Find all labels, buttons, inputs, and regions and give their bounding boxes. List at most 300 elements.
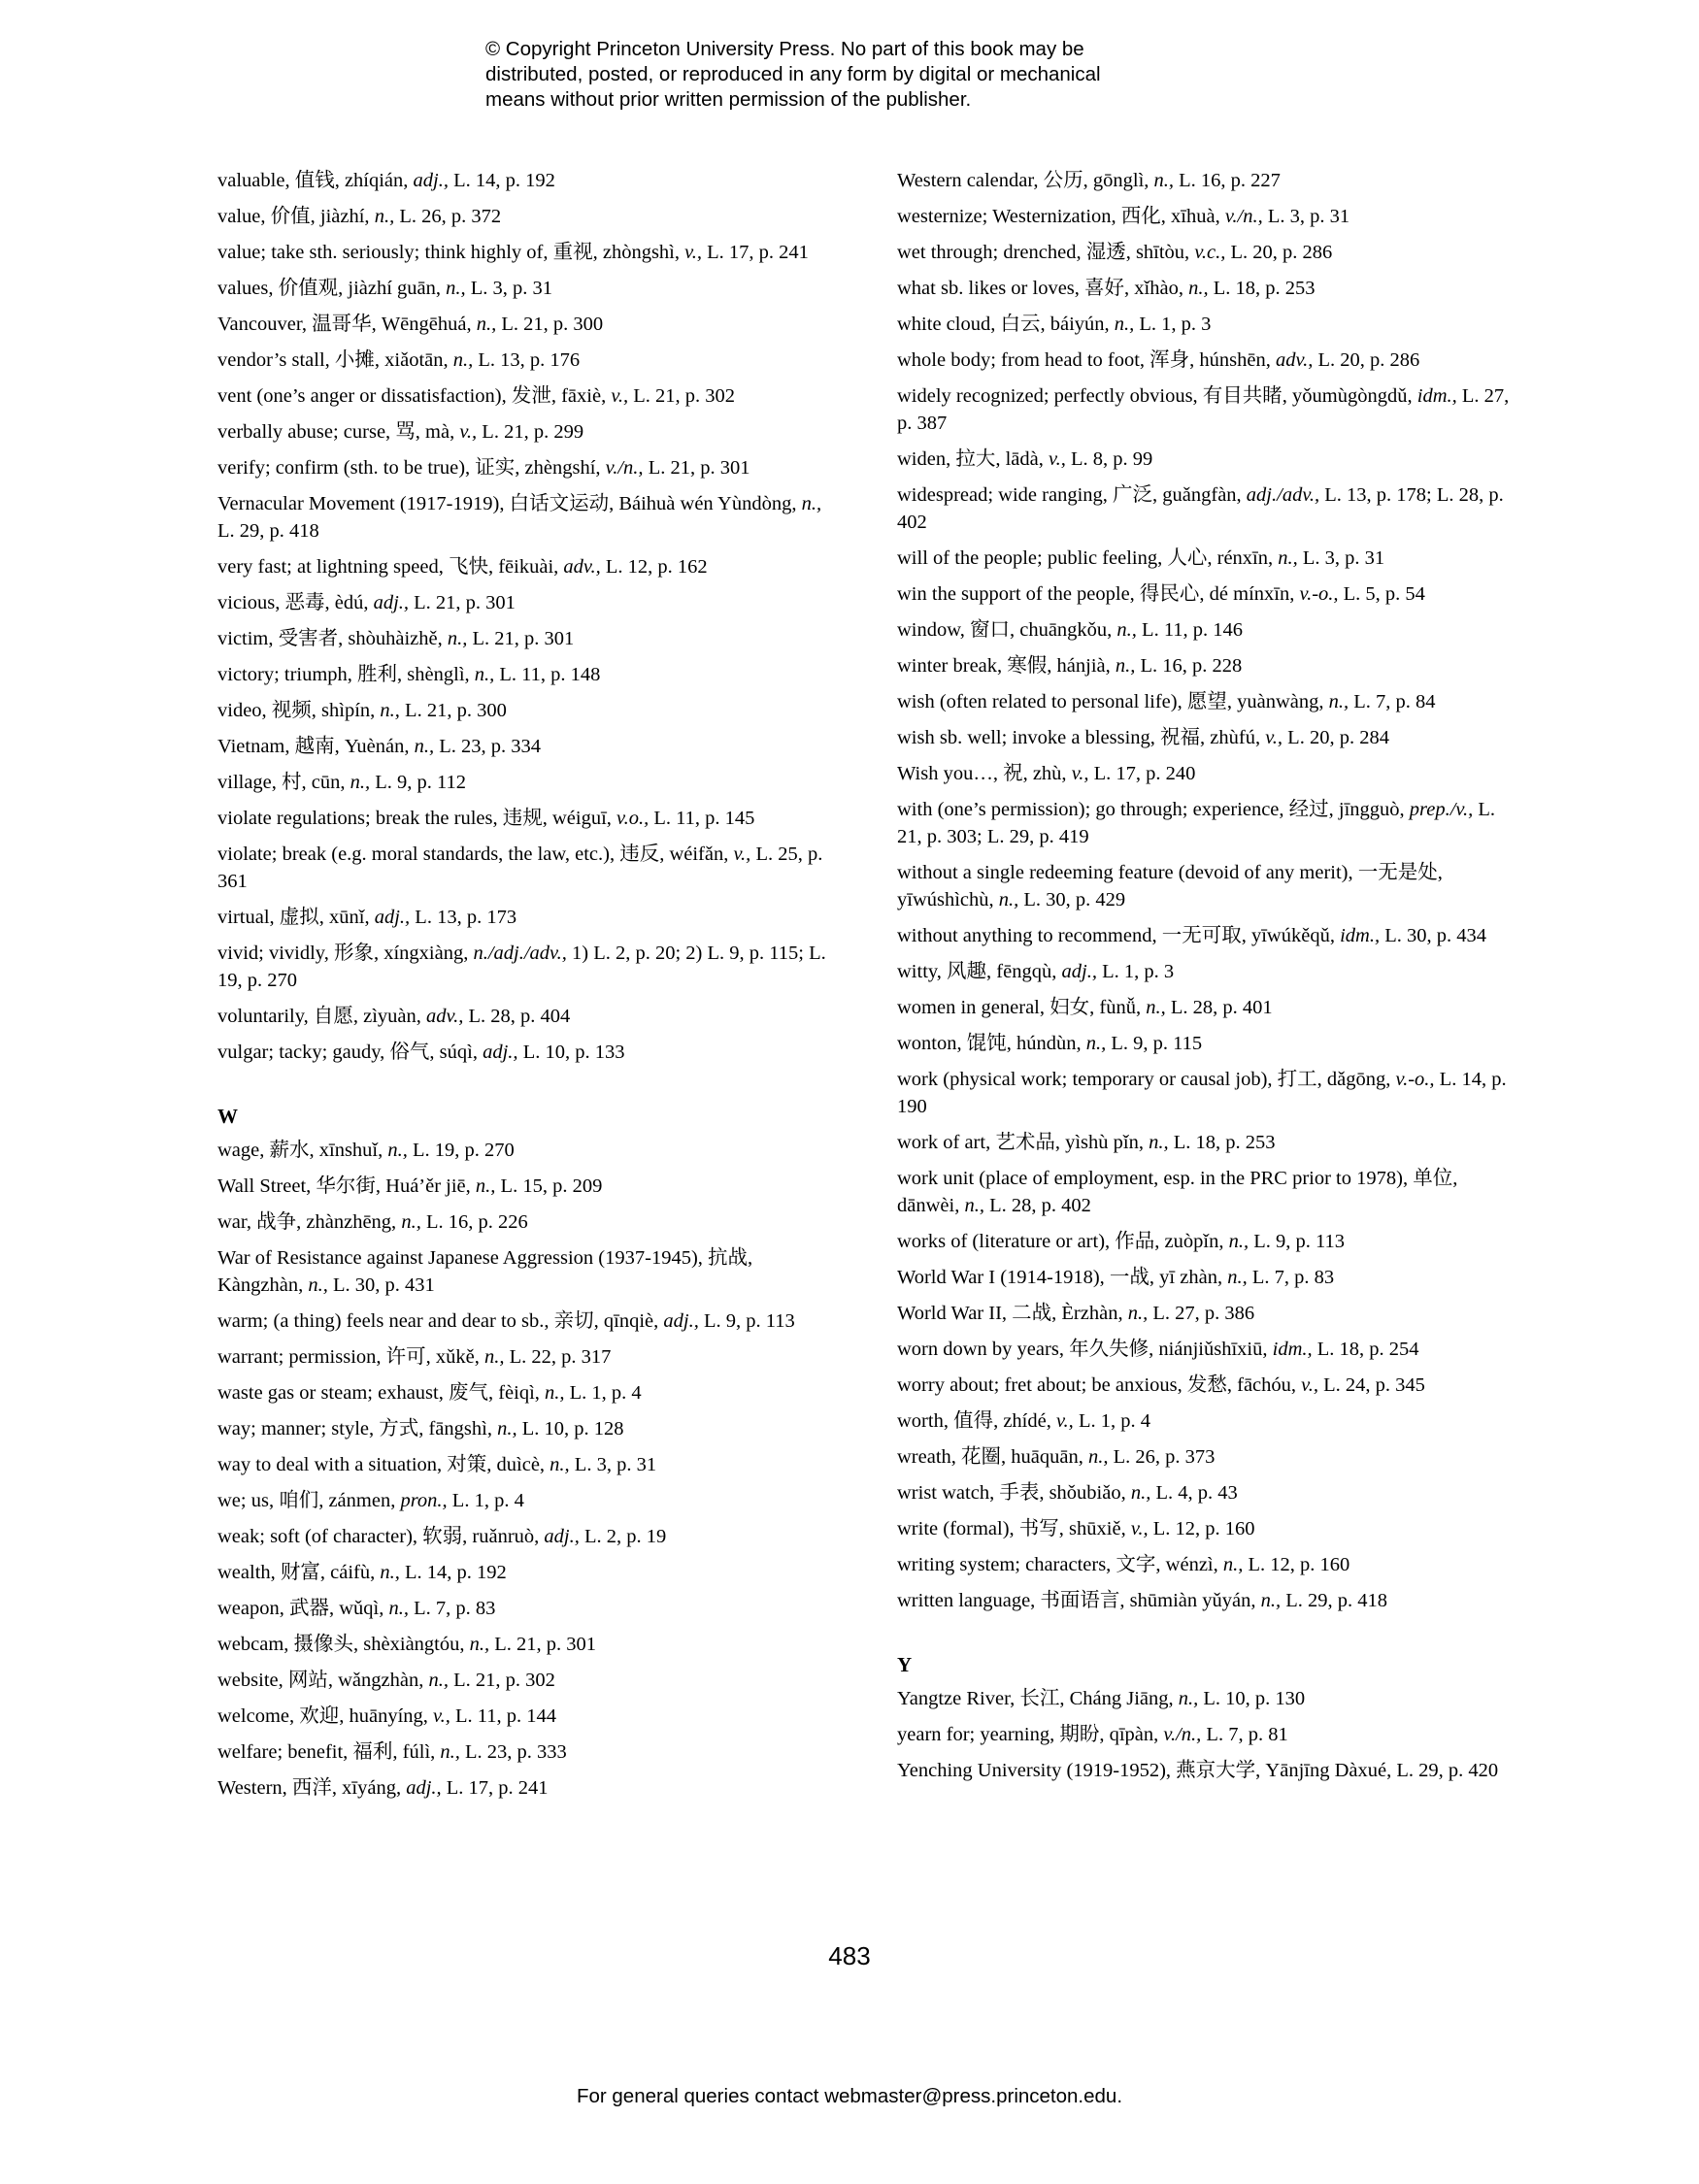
entry-part-of-speech: n., — [1178, 1688, 1199, 1709]
entry-part-of-speech: adj., — [413, 170, 449, 191]
glossary-entry — [897, 446, 1518, 473]
entry-term: Western calendar, 公历, gōnglì, — [897, 170, 1154, 191]
entry-term: way to deal with a situation, 对策, duìcè, — [217, 1454, 550, 1475]
glossary-entry — [897, 1066, 1518, 1120]
glossary-entry — [217, 1774, 839, 1802]
entry-reference: L. 3, p. 31 — [465, 278, 553, 299]
glossary-entry — [217, 841, 839, 895]
copyright-line: distributed, posted, or reproduced in any form by digital or mechanical — [485, 63, 1101, 85]
glossary-entry — [217, 167, 839, 194]
entry-part-of-speech: n., — [1228, 1231, 1249, 1252]
entry-part-of-speech: n., — [308, 1274, 328, 1296]
entry-reference: L. 1, p. 3 — [1096, 961, 1175, 982]
entry-term: War of Resistance against Japanese Aggression (1937-1945), 抗战, Kàngzhàn, — [217, 1247, 753, 1296]
glossary-column-right — [897, 167, 1518, 1793]
glossary-entry — [217, 589, 839, 616]
entry-term: vulgar; tacky; gaudy, 俗气, súqì, — [217, 1042, 483, 1063]
entry-part-of-speech: n., — [388, 1598, 410, 1619]
entry-reference: L. 9, p. 115 — [1106, 1033, 1203, 1054]
entry-part-of-speech: v., — [1301, 1374, 1318, 1396]
glossary-entry — [217, 454, 839, 481]
entry-reference: L. 1, p. 4 — [1073, 1410, 1150, 1432]
entry-term: without a single redeeming feature (devoid of any merit), 一无是处, yīwúshìchù, — [897, 862, 1443, 910]
entry-reference: L. 16, p. 227 — [1174, 170, 1281, 191]
entry-term: voluntarily, 自愿, zìyuàn, — [217, 1006, 427, 1027]
glossary-entry — [897, 1443, 1518, 1471]
entry-part-of-speech: v., — [1049, 448, 1066, 470]
entry-part-of-speech: v.-o., — [1395, 1069, 1435, 1090]
glossary-entry — [217, 661, 839, 688]
entry-part-of-speech: v., — [1071, 763, 1089, 784]
entry-part-of-speech: n., — [1130, 1482, 1151, 1504]
glossary-entry — [217, 1523, 839, 1550]
entry-reference: L. 23, p. 333 — [459, 1741, 567, 1763]
entry-part-of-speech: v./n., — [1224, 206, 1263, 227]
entry-reference: L. 21, p. 299 — [477, 421, 584, 443]
glossary-entry — [217, 1244, 839, 1299]
entry-term: Wish you…, 祝, zhù, — [897, 763, 1072, 784]
entry-reference: L. 28, p. 401 — [1165, 997, 1273, 1018]
glossary-entry — [897, 275, 1518, 302]
entry-reference: L. 12, p. 160 — [1243, 1554, 1350, 1575]
entry-term: Western, 西洋, xīyáng, — [217, 1777, 407, 1799]
entry-reference: L. 14, p. 192 — [448, 170, 555, 191]
entry-term: vicious, 恶毒, èdú, — [217, 592, 374, 613]
glossary-entry — [217, 1039, 839, 1066]
entry-part-of-speech: n., — [440, 1741, 460, 1763]
entry-reference: L. 30, p. 431 — [327, 1274, 435, 1296]
entry-reference: L. 21, p. 301 — [643, 457, 750, 479]
glossary-entry — [897, 1336, 1518, 1363]
entry-part-of-speech: n., — [401, 1211, 421, 1233]
glossary-entry — [217, 1738, 839, 1766]
entry-term: vent (one’s anger or dissatisfaction), 发泄, fāxiè, — [217, 385, 612, 407]
entry-term: win the support of the people, 得民心, dé mínxīn, — [897, 583, 1300, 605]
glossary-entry — [897, 760, 1518, 787]
entry-part-of-speech: adj./adv., — [1246, 484, 1320, 506]
entry-reference: L. 1, p. 4 — [447, 1490, 524, 1511]
glossary-entry — [897, 724, 1518, 751]
glossary-entry — [217, 769, 839, 796]
entry-part-of-speech: n., — [446, 278, 466, 299]
entry-reference: L. 11, p. 148 — [494, 664, 601, 685]
entry-reference: L. 9, p. 113 — [698, 1310, 795, 1332]
entry-term: window, 窗口, chuāngkǒu, — [897, 619, 1117, 641]
entry-reference: L. 30, p. 434 — [1380, 925, 1486, 946]
copyright-line: means without prior written permission of the publisher. — [485, 88, 972, 111]
entry-part-of-speech: n., — [545, 1382, 565, 1404]
glossary-entry — [897, 239, 1518, 266]
entry-part-of-speech: n., — [476, 314, 497, 335]
copyright-notice — [485, 37, 1223, 113]
glossary-entry — [897, 382, 1518, 437]
glossary-entry — [217, 347, 839, 374]
entry-term: write (formal), 书写, shūxiě, — [897, 1518, 1131, 1539]
entry-term: wreath, 花圈, huāquān, — [897, 1446, 1088, 1468]
entry-part-of-speech: n., — [1227, 1267, 1248, 1288]
entry-term: Vancouver, 温哥华, Wēngēhuá, — [217, 314, 477, 335]
entry-term: values, 价值观, jiàzhí guān, — [217, 278, 447, 299]
entry-part-of-speech: adj., — [483, 1042, 518, 1063]
entry-term: value; take sth. seriously; think highly of, 重视, zhòngshì, — [217, 242, 685, 263]
glossary-entry — [897, 796, 1518, 850]
entry-term: wealth, 财富, cáifù, — [217, 1562, 381, 1583]
glossary-entry — [897, 1300, 1518, 1327]
entry-part-of-speech: n., — [1328, 691, 1349, 712]
entry-part-of-speech: n., — [350, 772, 371, 793]
glossary-column-left — [217, 167, 839, 1810]
glossary-entry — [897, 1757, 1518, 1784]
entry-part-of-speech: n., — [1278, 547, 1298, 569]
glossary-entry — [217, 1343, 839, 1371]
entry-part-of-speech: adj., — [373, 592, 410, 613]
entry-term: violate; break (e.g. moral standards, the law, etc.), 违反, wéifǎn, — [217, 844, 734, 865]
page-number: 483 — [828, 1941, 871, 1970]
entry-reference: L. 29, p. 418 — [1281, 1590, 1388, 1611]
glossary-entry — [217, 490, 839, 545]
entry-reference: L. 8, p. 99 — [1065, 448, 1153, 470]
glossary-entry — [897, 922, 1518, 949]
entry-part-of-speech: idm., — [1340, 925, 1381, 946]
entry-part-of-speech: v./n., — [1163, 1724, 1202, 1745]
glossary-entry — [217, 940, 839, 994]
glossary-entry — [217, 311, 839, 338]
entry-term: valuable, 值钱, zhíqián, — [217, 170, 414, 191]
entry-term: video, 视频, shìpín, — [217, 700, 381, 721]
entry-part-of-speech: n., — [380, 700, 400, 721]
glossary-entry — [897, 1407, 1518, 1435]
entry-part-of-speech: v., — [611, 385, 629, 407]
entry-reference: L. 5, p. 54 — [1338, 583, 1425, 605]
entry-part-of-speech: v.-o., — [1299, 583, 1339, 605]
entry-term: World War II, 二战, Èrzhàn, — [897, 1303, 1128, 1324]
entry-part-of-speech: adj., — [663, 1310, 699, 1332]
entry-term: wrist watch, 手表, shǒubiǎo, — [897, 1482, 1131, 1504]
entry-term: verbally abuse; curse, 骂, mà, — [217, 421, 460, 443]
entry-reference: L. 26, p. 372 — [394, 206, 502, 227]
entry-term: Yangtze River, 长江, Cháng Jiāng, — [897, 1688, 1179, 1709]
glossary-entry — [217, 733, 839, 760]
entry-reference: L. 18, p. 253 — [1168, 1132, 1276, 1153]
entry-reference: L. 20, p. 286 — [1225, 242, 1333, 263]
glossary-entry — [217, 382, 839, 410]
entry-part-of-speech: n., — [1153, 170, 1175, 191]
glossary-entry — [217, 805, 839, 832]
entry-part-of-speech: n./adj./adv., — [473, 943, 567, 964]
entry-reference: L. 21, p. 300 — [496, 314, 604, 335]
entry-reference: 1) L. 2, p. 20; 2) L. 9, p. 115; L. 19, p. 270 — [217, 943, 826, 991]
entry-term: Vernacular Movement (1917-1919), 白话文运动, Báihuà wén Yùndòng, — [217, 493, 802, 514]
glossary-entry — [897, 652, 1518, 679]
entry-term: worth, 值得, zhídé, — [897, 1410, 1056, 1432]
entry-term: winter break, 寒假, hánjià, — [897, 655, 1116, 677]
glossary-entry — [217, 1451, 839, 1478]
entry-term: Vietnam, 越南, Yuènán, — [217, 736, 415, 757]
entry-reference: L. 21, p. 302 — [448, 1670, 555, 1691]
glossary-entry — [897, 958, 1518, 985]
entry-reference: L. 3, p. 31 — [1262, 206, 1350, 227]
entry-part-of-speech: v.c., — [1194, 242, 1226, 263]
glossary-entry — [217, 1137, 839, 1164]
entry-term: writing system; characters, 文字, wénzì, — [897, 1554, 1223, 1575]
entry-term: whole body; from head to foot, 浑身, húnshēn, — [897, 349, 1277, 371]
entry-term: vendor’s stall, 小摊, xiǎotān, — [217, 349, 453, 371]
entry-part-of-speech: n., — [387, 1140, 408, 1161]
entry-part-of-speech: v., — [459, 421, 478, 443]
glossary-entry — [217, 1173, 839, 1200]
glossary-entry — [217, 1003, 839, 1030]
entry-part-of-speech: n., — [1114, 314, 1135, 335]
glossary-entry — [897, 545, 1518, 572]
entry-term: webcam, 摄像头, shèxiàngtóu, — [217, 1634, 470, 1655]
glossary-entry — [217, 275, 839, 302]
entry-term: written language, 书面语言, shūmiàn yǔyán, — [897, 1590, 1261, 1611]
entry-term: wish (often related to personal life), 愿望, yuànwàng, — [897, 691, 1329, 712]
glossary-entry — [897, 1228, 1518, 1255]
entry-term: widespread; wide ranging, 广泛, guǎngfàn, — [897, 484, 1247, 506]
entry-reference: L. 17, p. 241 — [441, 1777, 549, 1799]
entry-reference: L. 27, p. 386 — [1148, 1303, 1255, 1324]
glossary-entry — [217, 904, 839, 931]
entry-reference: L. 11, p. 146 — [1136, 619, 1244, 641]
entry-reference: L. 14, p. 192 — [399, 1562, 507, 1583]
entry-reference: L. 27, p. 387 — [897, 385, 1510, 434]
entry-term: witty, 风趣, fēngqù, — [897, 961, 1062, 982]
entry-reference: L. 7, p. 84 — [1349, 691, 1436, 712]
entry-reference: L. 3, p. 31 — [1297, 547, 1385, 569]
entry-reference: L. 29, p. 420 — [1391, 1760, 1499, 1781]
entry-term: work (physical work; temporary or causal job), 打工, dǎgōng, — [897, 1069, 1396, 1090]
entry-term: work unit (place of employment, esp. in the PRC prior to 1978), 单位, dānwèi, — [897, 1168, 1458, 1216]
entry-part-of-speech: adj., — [406, 1777, 442, 1799]
entry-term: vivid; vividly, 形象, xíngxiàng, — [217, 943, 474, 964]
entry-reference: L. 1, p. 4 — [564, 1382, 642, 1404]
entry-part-of-speech: idm., — [1416, 385, 1457, 407]
entry-part-of-speech: adj., — [1061, 961, 1097, 982]
entry-part-of-speech: n., — [497, 1418, 517, 1439]
entry-part-of-speech: n., — [475, 1175, 496, 1197]
entry-reference: L. 26, p. 373 — [1108, 1446, 1216, 1468]
glossary-entry — [897, 1515, 1518, 1542]
entry-term: wage, 薪水, xīnshuǐ, — [217, 1140, 388, 1161]
glossary-entry — [217, 1667, 839, 1694]
glossary-entry — [897, 1479, 1518, 1506]
entry-term: welcome, 欢迎, huānyíng, — [217, 1705, 434, 1727]
entry-part-of-speech: adj., — [544, 1526, 580, 1547]
entry-part-of-speech: pron., — [400, 1490, 448, 1511]
entry-part-of-speech: v.o., — [616, 808, 650, 829]
entry-term: worry about; fret about; be anxious, 发愁, fāchóu, — [897, 1374, 1302, 1396]
entry-part-of-speech: n., — [452, 349, 474, 371]
glossary-entry — [897, 1372, 1518, 1399]
entry-part-of-speech: n., — [1149, 1132, 1169, 1153]
entry-reference: L. 9, p. 113 — [1249, 1231, 1345, 1252]
entry-part-of-speech: n., — [1260, 1590, 1282, 1611]
entry-term: without anything to recommend, 一无可取, yīwúkěqǔ, — [897, 925, 1341, 946]
entry-term: welfare; benefit, 福利, fúlì, — [217, 1741, 441, 1763]
glossary-entry — [897, 616, 1518, 644]
entry-term: waste gas or steam; exhaust, 废气, fèiqì, — [217, 1382, 546, 1404]
glossary-entry — [217, 1631, 839, 1658]
entry-reference: L. 20, p. 286 — [1313, 349, 1420, 371]
entry-part-of-speech: n., — [1146, 997, 1166, 1018]
entry-reference: L. 2, p. 19 — [579, 1526, 667, 1547]
entry-part-of-speech: n., — [469, 1634, 490, 1655]
entry-term: Wall Street, 华尔街, Huá’ěr jiē, — [217, 1175, 476, 1197]
entry-term: wonton, 馄饨, húndùn, — [897, 1033, 1086, 1054]
glossary-entry — [897, 1587, 1518, 1614]
entry-term: World War I (1914-1918), 一战, yī zhàn, — [897, 1267, 1228, 1288]
entry-term: warm; (a thing) feels near and dear to sb., 亲切, qīnqiè, — [217, 1310, 664, 1332]
entry-part-of-speech: n., — [1116, 619, 1137, 641]
entry-term: widen, 拉大, lādà, — [897, 448, 1049, 470]
entry-part-of-speech: n., — [374, 206, 395, 227]
entry-part-of-speech: n., — [964, 1195, 984, 1216]
entry-reference: L. 4, p. 43 — [1150, 1482, 1238, 1504]
glossary-entry — [217, 1307, 839, 1335]
entry-part-of-speech: n., — [474, 664, 495, 685]
glossary-entry — [897, 1721, 1518, 1748]
glossary-entry — [217, 1415, 839, 1442]
entry-reference: L. 17, p. 241 — [701, 242, 809, 263]
entry-part-of-speech: adv., — [426, 1006, 464, 1027]
entry-reference: L. 14, p. 190 — [897, 1069, 1507, 1117]
entry-term: white cloud, 白云, báiyún, — [897, 314, 1115, 335]
entry-term: weapon, 武器, wǔqì, — [217, 1598, 389, 1619]
glossary-entry — [897, 1165, 1518, 1219]
copyright-line: © Copyright Princeton University Press. No part of this book may be — [485, 38, 1084, 60]
entry-reference: L. 28, p. 402 — [983, 1195, 1091, 1216]
entry-reference: L. 10, p. 128 — [516, 1418, 624, 1439]
glossary-entry — [897, 859, 1518, 913]
entry-part-of-speech: v., — [684, 242, 702, 263]
glossary-entry — [217, 1559, 839, 1586]
entry-term: women in general, 妇女, fùnǚ, — [897, 997, 1147, 1018]
entry-term: widely recognized; perfectly obvious, 有目共睹, yǒumùgòngdǔ, — [897, 385, 1417, 407]
entry-part-of-speech: v., — [1055, 1410, 1074, 1432]
glossary-entry — [217, 239, 839, 266]
entry-reference: L. 9, p. 112 — [370, 772, 467, 793]
entry-term: verify; confirm (sth. to be true), 证实, zhèngshí, — [217, 457, 606, 479]
entry-reference: L. 13, p. 176 — [473, 349, 581, 371]
glossary-entry — [897, 1551, 1518, 1578]
entry-reference: L. 18, p. 253 — [1208, 278, 1316, 299]
entry-part-of-speech: v., — [1265, 727, 1283, 748]
entry-reference: L. 22, p. 317 — [504, 1346, 612, 1368]
section-letter: W — [217, 1105, 238, 1128]
glossary-entry — [217, 418, 839, 446]
entry-part-of-speech: n., — [428, 1670, 449, 1691]
entry-reference: L. 16, p. 226 — [420, 1211, 528, 1233]
entry-term: weak; soft (of character), 软弱, ruǎnruò, — [217, 1526, 545, 1547]
entry-reference: L. 19, p. 270 — [407, 1140, 515, 1161]
entry-part-of-speech: v., — [433, 1705, 450, 1727]
entry-reference: L. 7, p. 83 — [409, 1598, 496, 1619]
entry-term: with (one’s permission); go through; experience, 经过, jīngguò, — [897, 799, 1410, 820]
entry-term: victory; triumph, 胜利, shènglì, — [217, 664, 475, 685]
glossary-entry — [217, 625, 839, 652]
footer-contact: For general queries contact webmaster@press.princeton.edu. — [576, 2085, 1123, 2107]
entry-reference: L. 11, p. 144 — [450, 1705, 557, 1727]
entry-part-of-speech: n., — [447, 628, 468, 649]
entry-part-of-speech: n., — [550, 1454, 570, 1475]
entry-part-of-speech: adv., — [1276, 349, 1314, 371]
entry-term: works of (literature or art), 作品, zuòpǐn, — [897, 1231, 1229, 1252]
entry-reference: L. 18, p. 254 — [1312, 1339, 1419, 1360]
entry-term: we; us, 咱们, zánmen, — [217, 1490, 401, 1511]
entry-reference: L. 16, p. 228 — [1135, 655, 1243, 677]
entry-term: worn down by years, 年久失修, niánjiǔshīxiū, — [897, 1339, 1273, 1360]
entry-term: what sb. likes or loves, 喜好, xǐhào, — [897, 278, 1189, 299]
glossary-entry — [217, 1487, 839, 1514]
entry-reference: L. 12, p. 160 — [1148, 1518, 1255, 1539]
entry-reference: L. 20, p. 284 — [1283, 727, 1389, 748]
entry-term: wish sb. well; invoke a blessing, 祝福, zhùfú, — [897, 727, 1266, 748]
entry-part-of-speech: n., — [1087, 1446, 1109, 1468]
entry-term: wet through; drenched, 湿透, shītòu, — [897, 242, 1195, 263]
glossary-entry — [897, 203, 1518, 230]
glossary-entry — [897, 167, 1518, 194]
entry-reference: L. 17, p. 240 — [1088, 763, 1196, 784]
glossary-entry — [897, 347, 1518, 374]
entry-term: website, 网站, wǎngzhàn, — [217, 1670, 429, 1691]
glossary-entry — [897, 688, 1518, 715]
glossary-entry — [217, 1208, 839, 1236]
glossary-entry — [217, 697, 839, 724]
entry-part-of-speech: v., — [733, 844, 751, 865]
entry-part-of-speech: n., — [380, 1562, 400, 1583]
entry-reference: L. 13, p. 173 — [410, 907, 517, 928]
entry-term: way; manner; style, 方式, fāngshì, — [217, 1418, 498, 1439]
entry-term: will of the people; public feeling, 人心, rénxīn, — [897, 547, 1279, 569]
section-letter: Y — [897, 1653, 913, 1676]
entry-reference: L. 21, p. 301 — [467, 628, 575, 649]
entry-part-of-speech: v., — [1130, 1518, 1149, 1539]
entry-term: violate regulations; break the rules, 违规, wéiguī, — [217, 808, 617, 829]
entry-part-of-speech: idm., — [1272, 1339, 1313, 1360]
entry-part-of-speech: n., — [801, 493, 822, 514]
glossary-entry — [897, 994, 1518, 1021]
glossary-entry — [897, 1264, 1518, 1291]
entry-part-of-speech: n., — [1222, 1554, 1244, 1575]
entry-reference: L. 11, p. 145 — [649, 808, 755, 829]
entry-part-of-speech: n., — [414, 736, 435, 757]
entry-term: value, 价值, jiàzhí, — [217, 206, 375, 227]
entry-reference: L. 21, p. 300 — [399, 700, 507, 721]
entry-part-of-speech: prep./v., — [1409, 799, 1474, 820]
entry-term: victim, 受害者, shòuhàizhě, — [217, 628, 448, 649]
glossary-entry — [217, 553, 839, 580]
entry-reference: L. 7, p. 81 — [1201, 1724, 1288, 1745]
entry-reference: L. 30, p. 429 — [1018, 889, 1126, 910]
glossary-entry — [217, 1703, 839, 1730]
entry-term: warrant; permission, 许可, xǔkě, — [217, 1346, 484, 1368]
glossary-entry — [897, 1030, 1518, 1057]
entry-part-of-speech: n., — [998, 889, 1019, 910]
entry-reference: L. 10, p. 133 — [517, 1042, 625, 1063]
entry-reference: L. 10, p. 130 — [1198, 1688, 1306, 1709]
entry-term: virtual, 虚拟, xūnǐ, — [217, 907, 375, 928]
entry-reference: L. 21, p. 301 — [409, 592, 516, 613]
entry-reference: L. 3, p. 31 — [569, 1454, 657, 1475]
entry-part-of-speech: n., — [1127, 1303, 1149, 1324]
entry-part-of-speech: n., — [1115, 655, 1136, 677]
entry-term: war, 战争, zhànzhēng, — [217, 1211, 402, 1233]
glossary-entry — [217, 1379, 839, 1406]
entry-reference: L. 25, p. 361 — [217, 844, 823, 892]
glossary-entry — [897, 1129, 1518, 1156]
entry-reference: L. 29, p. 418 — [217, 520, 319, 542]
